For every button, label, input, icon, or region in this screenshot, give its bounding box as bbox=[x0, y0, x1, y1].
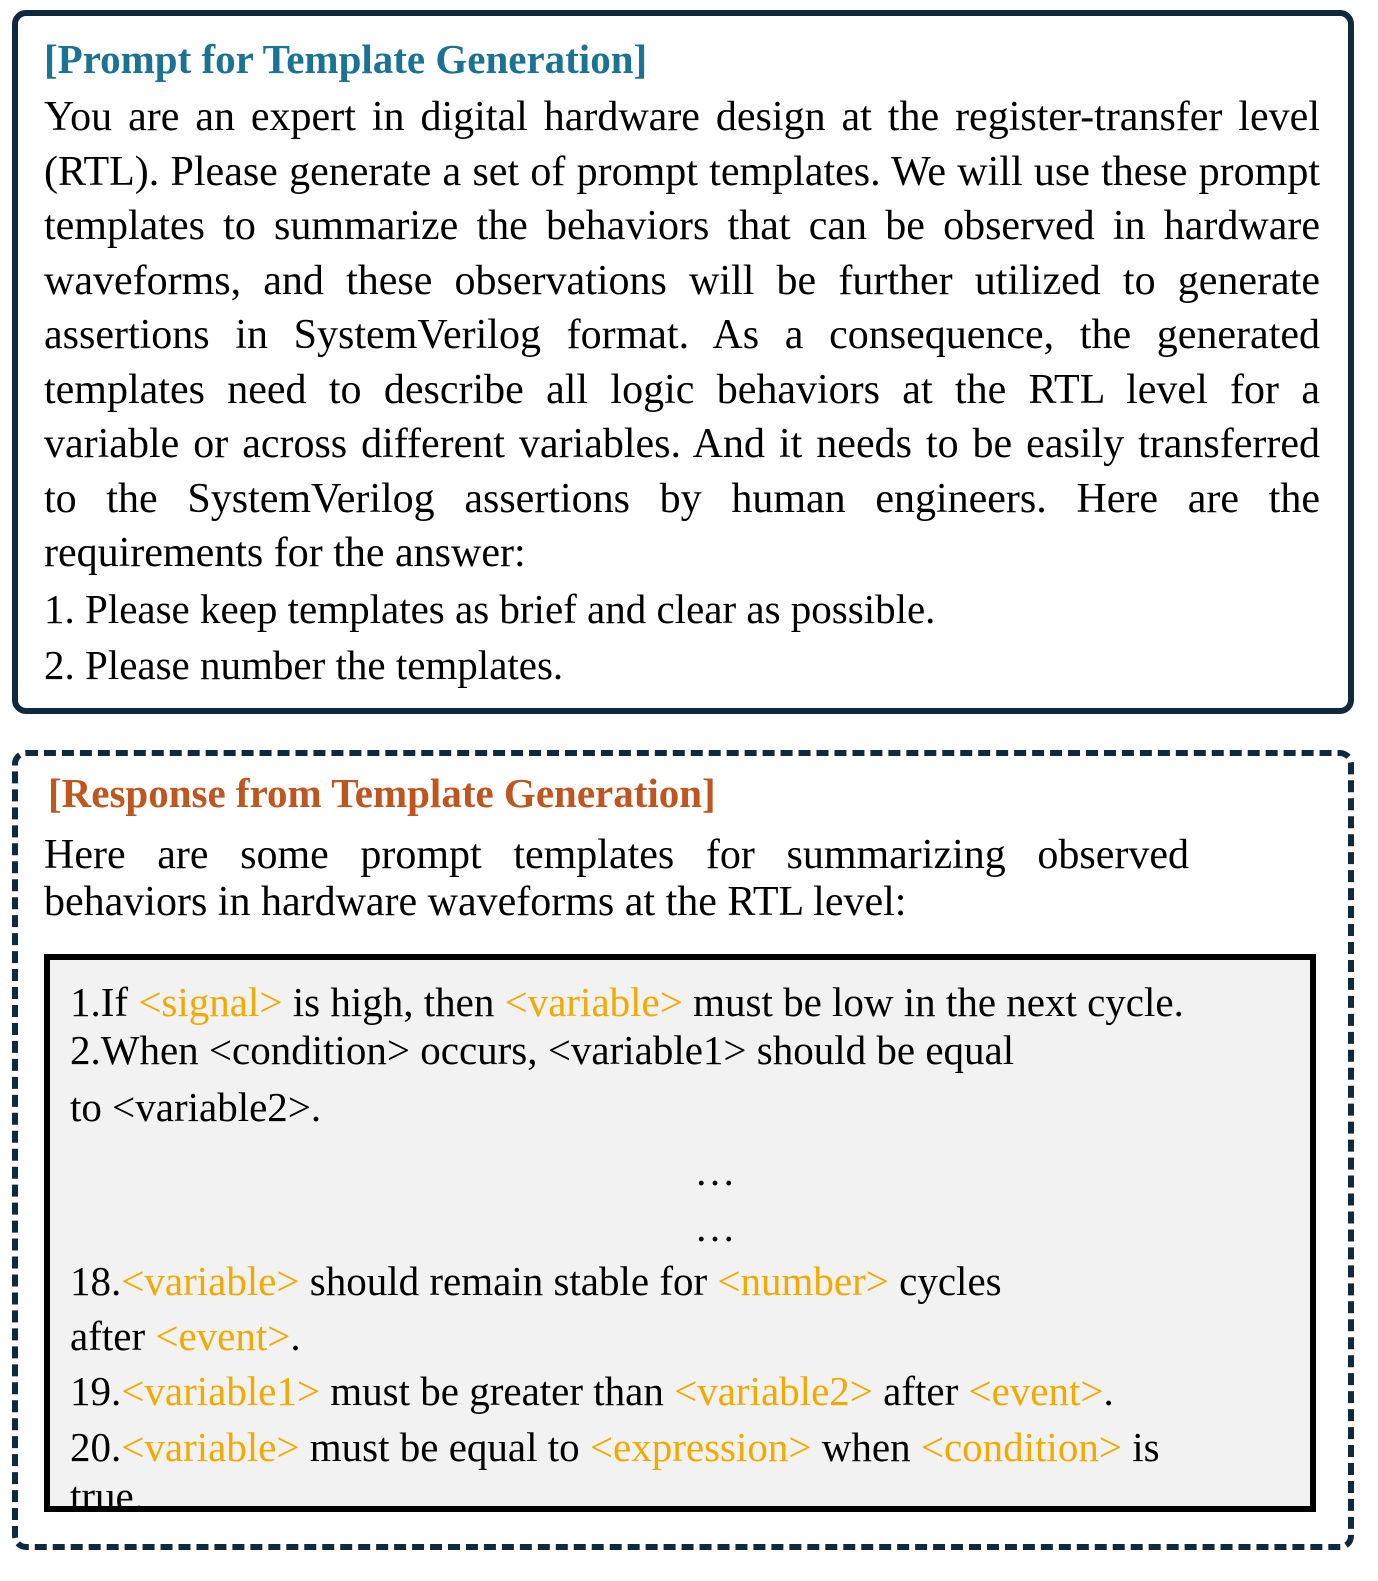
template-text: when bbox=[811, 1424, 921, 1470]
placeholder-event: <event> bbox=[968, 1368, 1104, 1414]
placeholder-variable2: <variable2> bbox=[674, 1368, 873, 1414]
response-intro bbox=[44, 832, 1189, 926]
template-number: 18. bbox=[70, 1258, 122, 1304]
requirement-item-1: 1. Please keep templates as brief and clear as possible. bbox=[44, 585, 936, 632]
template-18-line-1 bbox=[70, 1255, 1290, 1307]
placeholder-variable: <variable> bbox=[121, 1424, 300, 1470]
placeholder-signal: <signal> bbox=[138, 979, 283, 1025]
placeholder-variable: <variable> bbox=[504, 979, 683, 1025]
template-text: must be equal to bbox=[299, 1424, 590, 1470]
template-text: cycles bbox=[888, 1258, 1002, 1304]
template-number: 20. bbox=[70, 1424, 122, 1470]
template-number: 1.If bbox=[70, 979, 139, 1025]
response-panel bbox=[12, 750, 1354, 1550]
template-text: . bbox=[290, 1313, 301, 1359]
placeholder-expression: <expression> bbox=[589, 1424, 812, 1470]
template-text: . bbox=[1103, 1368, 1114, 1414]
template-1 bbox=[70, 976, 1290, 1028]
response-title: [Response from Template Generation] bbox=[48, 770, 716, 816]
response-intro-line-1: Here are some prompt templates for summarizing observed bbox=[44, 832, 1189, 878]
prompt-text: You are an expert in digital hardware design at the register-transfer level (RTL). Please generate a set of prompt templates. We will use these prompt templates to summarize the behaviors that can be observed in hardware waveforms, and these observations will be further utilized to generate assertions in SystemVerilog format. As a consequence, the generated templates need to describe all logic behaviors at the RTL level for a variable or across different variables. And it needs to be easily transferred to the SystemVerilog assertions by human engineers. Here are the requirements for the answer: bbox=[44, 94, 1320, 576]
template-2-line-2: to <variable2>. bbox=[70, 1084, 322, 1130]
response-intro-line-2: behaviors in hardware waveforms at the RTL level: bbox=[44, 879, 907, 925]
ellipsis-2: … bbox=[694, 1204, 736, 1250]
template-20-line-1 bbox=[70, 1418, 1290, 1476]
template-text: is high, then bbox=[282, 979, 505, 1025]
template-2-line-1: 2.When <condition> occurs, <variable1> should be equal bbox=[70, 1027, 1015, 1073]
ellipsis-1: … bbox=[694, 1148, 736, 1194]
prompt-title: [Prompt for Template Generation] bbox=[44, 36, 648, 82]
requirement-item-2: 2. Please number the templates. bbox=[44, 641, 564, 688]
placeholder-condition: <condition> bbox=[920, 1424, 1122, 1470]
template-text: must be low in the next cycle. bbox=[682, 979, 1184, 1025]
template-text: after bbox=[872, 1368, 969, 1414]
template-20-line-2: true. bbox=[70, 1473, 144, 1519]
template-text: should remain stable for bbox=[299, 1258, 718, 1304]
placeholder-variable1: <variable1> bbox=[121, 1368, 321, 1414]
template-text: must be greater than bbox=[320, 1368, 675, 1414]
template-text: after bbox=[70, 1313, 156, 1359]
prompt-body bbox=[44, 90, 1320, 581]
template-19 bbox=[70, 1365, 1290, 1418]
template-number: 19. bbox=[70, 1368, 122, 1414]
placeholder-variable: <variable> bbox=[121, 1258, 300, 1304]
template-18-line-2 bbox=[70, 1307, 1290, 1365]
template-list-box bbox=[44, 954, 1316, 1519]
template-text: is bbox=[1121, 1424, 1160, 1470]
placeholder-number: <number> bbox=[717, 1258, 889, 1304]
prompt-panel bbox=[12, 10, 1354, 714]
placeholder-event: <event> bbox=[155, 1313, 291, 1359]
